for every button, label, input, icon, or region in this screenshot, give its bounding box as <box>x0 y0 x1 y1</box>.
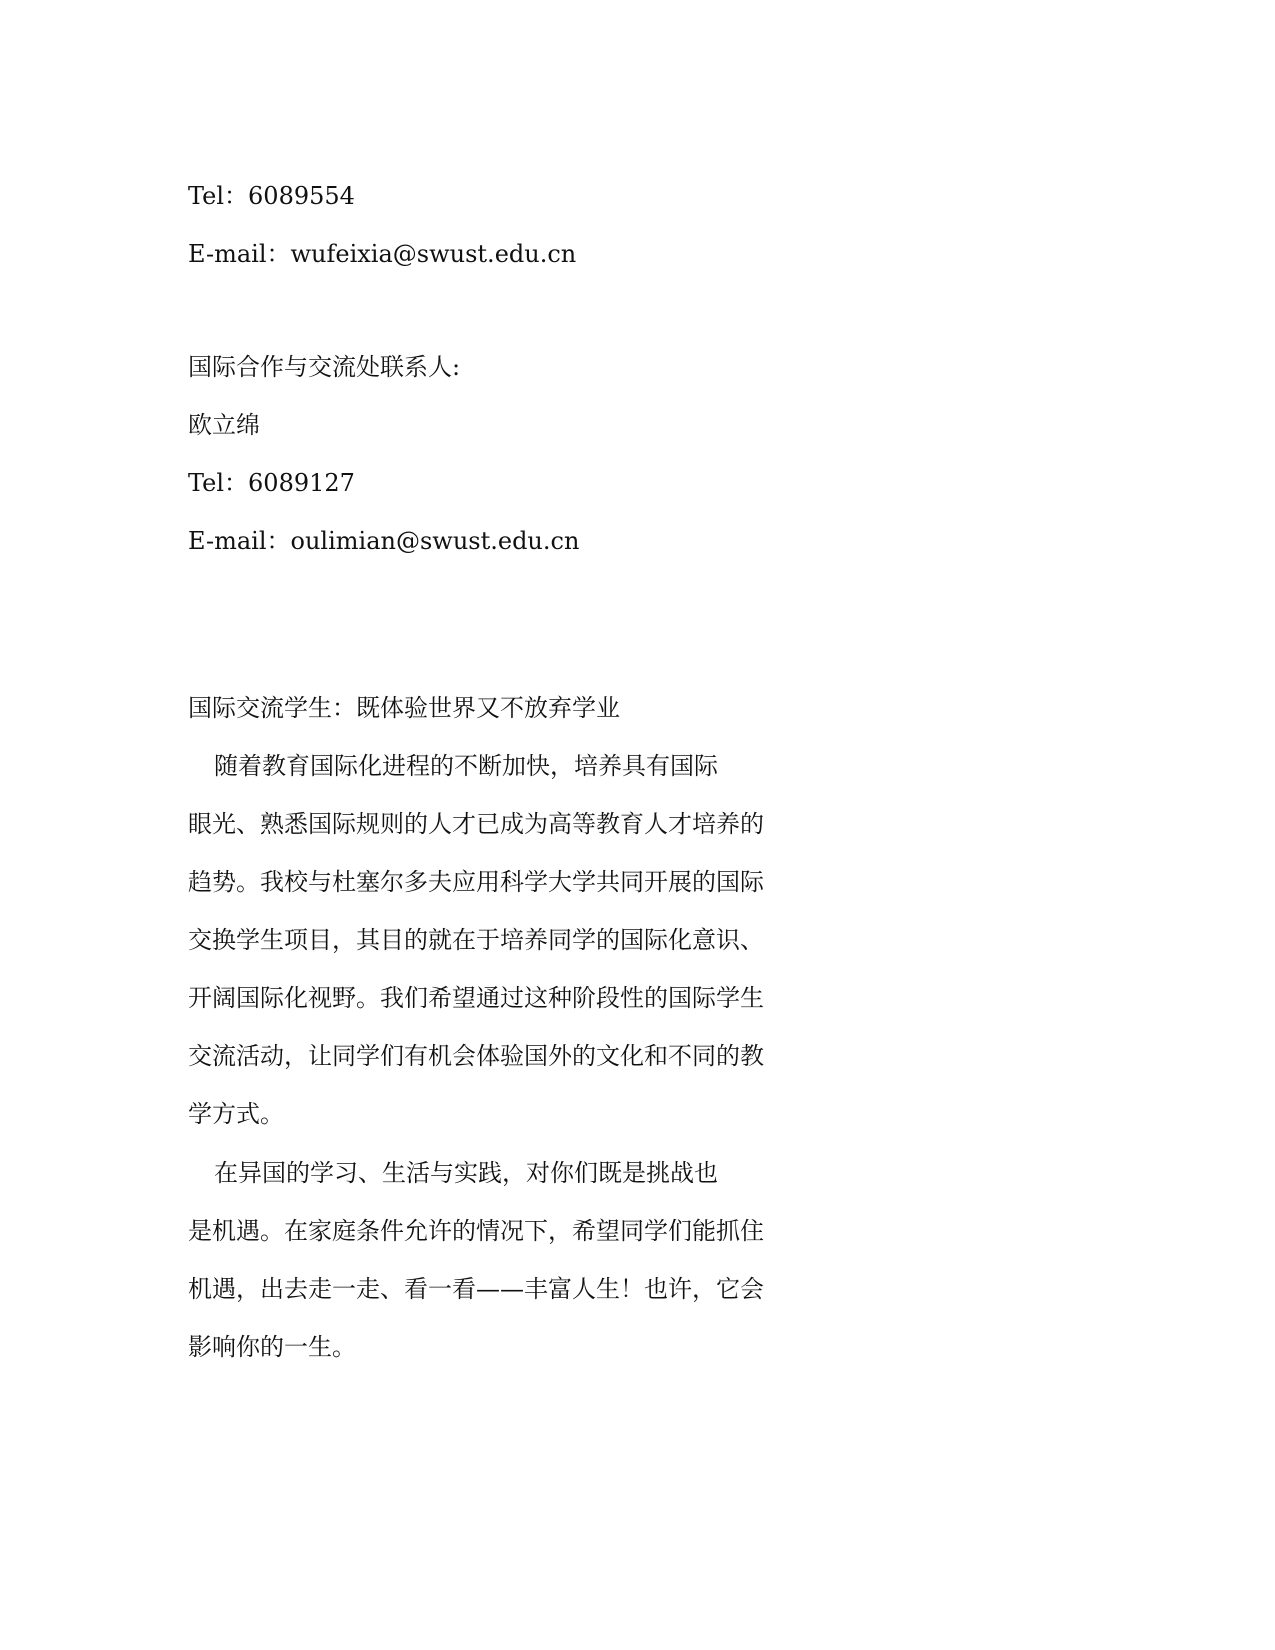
paragraph2-line: 是机遇。在家庭条件允许的情况下，希望同学们能抓住 <box>188 1217 764 1245</box>
contact1-tel-line <box>188 181 355 211</box>
paragraph2-line: 影响你的一生。 <box>188 1333 356 1361</box>
paragraph2-line: 机遇，出去走一走、看一看——丰富人生！也许，它会 <box>188 1275 764 1303</box>
paragraph1-line: 眼光、熟悉国际规则的人才已成为高等教育人才培养的 <box>188 810 764 838</box>
contact2-tel-line <box>188 468 355 498</box>
paragraph1-line: 随着教育国际化进程的不断加快，培养具有国际 <box>214 752 718 780</box>
paragraph2-line: 在异国的学习、生活与实践，对你们既是挑战也 <box>214 1159 718 1187</box>
email-value: oulimian@swust.edu.cn <box>290 527 580 555</box>
contact2-heading: 国际合作与交流处联系人: <box>188 353 461 381</box>
article-title: 国际交流学生：既体验世界又不放弃学业 <box>188 694 620 722</box>
tel-label: Tel： <box>188 182 249 210</box>
contact2-email-line <box>188 526 579 556</box>
email-value: wufeixia@swust.edu.cn <box>290 240 577 268</box>
contact1-email-line <box>188 239 576 269</box>
paragraph1-line: 学方式。 <box>188 1100 284 1128</box>
tel-label: Tel： <box>188 469 249 497</box>
email-label: E-mail： <box>188 527 291 555</box>
contact2-name: 欧立绵 <box>188 411 260 439</box>
paragraph1-line: 交流活动，让同学们有机会体验国外的文化和不同的教 <box>188 1042 764 1070</box>
paragraph1-line: 开阔国际化视野。我们希望通过这种阶段性的国际学生 <box>188 984 764 1012</box>
tel-value: 6089127 <box>248 469 355 497</box>
paragraph1-line: 交换学生项目，其目的就在于培养同学的国际化意识、 <box>188 926 764 954</box>
tel-value: 6089554 <box>248 182 355 210</box>
paragraph1-line: 趋势。我校与杜塞尔多夫应用科学大学共同开展的国际 <box>188 868 764 896</box>
email-label: E-mail： <box>188 240 291 268</box>
